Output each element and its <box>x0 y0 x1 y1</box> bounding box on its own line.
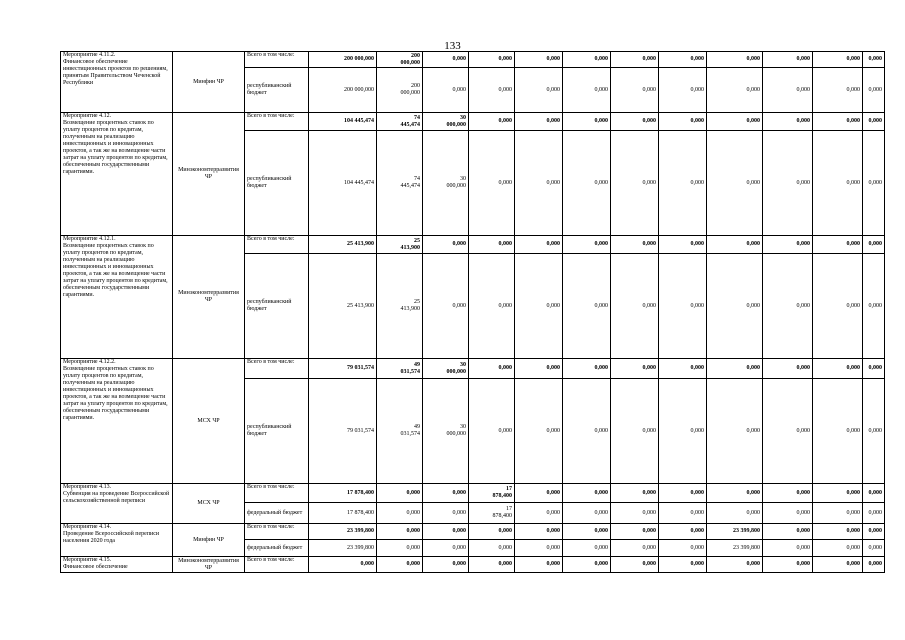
amount-cell: 0,000 <box>863 540 885 557</box>
amount-cell: 0,000 <box>423 236 469 254</box>
amount-cell: 0,000 <box>863 68 885 113</box>
amount-cell: 0,000 <box>707 484 763 503</box>
amount-cell: 23 399,800 <box>707 524 763 540</box>
amount-cell: 0,000 <box>423 68 469 113</box>
amount-cell: 0,000 <box>423 484 469 503</box>
table-row <box>61 484 885 503</box>
amount-cell: 0,000 <box>469 131 515 236</box>
amount-cell: 0,000 <box>377 557 423 573</box>
amount-cell: 23 399,800 <box>309 540 377 557</box>
amount-cell: 0,000 <box>813 503 863 524</box>
amount-cell: 0,000 <box>659 503 707 524</box>
budget-table <box>60 51 885 573</box>
amount-cell: 0,000 <box>377 540 423 557</box>
amount-cell: 0,000 <box>611 379 659 484</box>
amount-cell: 0,000 <box>659 236 707 254</box>
amount-cell: 0,000 <box>469 254 515 359</box>
amount-cell: 0,000 <box>763 68 813 113</box>
amount-cell: 200 000,000 <box>377 52 423 68</box>
amount-cell: 74 445,474 <box>377 113 423 131</box>
amount-cell: 0,000 <box>563 131 611 236</box>
amount-cell: 0,000 <box>813 359 863 379</box>
amount-cell: 0,000 <box>611 254 659 359</box>
funding-source-cell: республиканский бюджет <box>245 254 309 359</box>
executor-cell: Минэкономтерразвития ЧР <box>173 557 245 573</box>
funding-source-cell: республиканский бюджет <box>245 379 309 484</box>
amount-cell: 0,000 <box>707 131 763 236</box>
amount-cell: 0,000 <box>863 131 885 236</box>
amount-cell: 0,000 <box>611 113 659 131</box>
amount-cell: 0,000 <box>863 557 885 573</box>
amount-cell: 0,000 <box>515 503 563 524</box>
measure-name-cell: Мероприятие 4.14. Проведение Всероссийской переписи населения 2020 года <box>61 524 173 557</box>
table-row <box>61 524 885 540</box>
amount-cell: 0,000 <box>515 557 563 573</box>
table-row <box>61 113 885 131</box>
executor-cell: Минэкономтерразвития ЧР <box>173 113 245 236</box>
executor-cell: Минфин ЧР <box>173 524 245 557</box>
amount-cell: 25 413,900 <box>377 236 423 254</box>
table-row <box>61 236 885 254</box>
page-number: 133 <box>444 40 461 52</box>
amount-cell: 0,000 <box>611 52 659 68</box>
amount-cell: 0,000 <box>707 379 763 484</box>
amount-cell: 0,000 <box>813 236 863 254</box>
amount-cell: 0,000 <box>563 68 611 113</box>
amount-cell: 0,000 <box>469 236 515 254</box>
amount-cell: 0,000 <box>423 52 469 68</box>
amount-cell: 30 000,000 <box>423 379 469 484</box>
amount-cell: 0,000 <box>563 113 611 131</box>
amount-cell: 0,000 <box>863 113 885 131</box>
amount-cell: 0,000 <box>611 359 659 379</box>
executor-cell: Минфин ЧР <box>173 52 245 113</box>
amount-cell: 0,000 <box>813 131 863 236</box>
amount-cell: 104 445,474 <box>309 131 377 236</box>
amount-cell: 0,000 <box>813 52 863 68</box>
amount-cell: 25 413,900 <box>309 254 377 359</box>
amount-cell: 0,000 <box>423 503 469 524</box>
amount-cell: 0,000 <box>423 540 469 557</box>
amount-cell: 0,000 <box>763 557 813 573</box>
amount-cell: 0,000 <box>763 484 813 503</box>
amount-cell: 0,000 <box>563 524 611 540</box>
amount-cell: 0,000 <box>763 359 813 379</box>
amount-cell: 0,000 <box>423 254 469 359</box>
amount-cell: 0,000 <box>377 503 423 524</box>
amount-cell: 30 000,000 <box>423 131 469 236</box>
amount-cell: 17 878,400 <box>309 503 377 524</box>
table-row <box>61 359 885 379</box>
amount-cell: 0,000 <box>515 540 563 557</box>
amount-cell: 0,000 <box>611 557 659 573</box>
amount-cell: 0,000 <box>763 131 813 236</box>
funding-source-cell: Всего в том числе: <box>245 484 309 503</box>
amount-cell: 0,000 <box>763 254 813 359</box>
amount-cell: 0,000 <box>813 540 863 557</box>
amount-cell: 23 399,800 <box>309 524 377 540</box>
funding-source-cell: федеральный бюджет <box>245 503 309 524</box>
amount-cell: 0,000 <box>763 540 813 557</box>
funding-source-cell: республиканский бюджет <box>245 131 309 236</box>
amount-cell: 0,000 <box>659 131 707 236</box>
amount-cell: 0,000 <box>863 484 885 503</box>
amount-cell: 0,000 <box>863 236 885 254</box>
funding-source-cell: федеральный бюджет <box>245 540 309 557</box>
amount-cell: 0,000 <box>563 503 611 524</box>
amount-cell: 200 000,000 <box>309 52 377 68</box>
amount-cell: 0,000 <box>515 524 563 540</box>
amount-cell: 25 413,900 <box>309 236 377 254</box>
amount-cell: 0,000 <box>563 540 611 557</box>
measure-name-cell: Мероприятие 4.12.2. Возмещение процентных ставок по уплату процентов по кредитам, полученным на реализацию инвестиционных и инновационных проектов, а так же на возмещение части затрат на уплату процентов по кредитам, обеспеченным государственными гарантиями. <box>61 359 173 484</box>
amount-cell: 0,000 <box>563 557 611 573</box>
amount-cell: 0,000 <box>309 557 377 573</box>
amount-cell: 0,000 <box>813 113 863 131</box>
funding-source-cell: Всего в том числе: <box>245 113 309 131</box>
amount-cell: 0,000 <box>863 359 885 379</box>
amount-cell: 0,000 <box>863 379 885 484</box>
amount-cell: 0,000 <box>469 540 515 557</box>
executor-cell: МСХ ЧР <box>173 359 245 484</box>
amount-cell: 30 000,000 <box>423 113 469 131</box>
amount-cell: 200 000,000 <box>309 68 377 113</box>
amount-cell: 17 878,400 <box>469 503 515 524</box>
amount-cell: 0,000 <box>515 484 563 503</box>
amount-cell: 0,000 <box>515 68 563 113</box>
amount-cell: 0,000 <box>863 254 885 359</box>
amount-cell: 0,000 <box>611 503 659 524</box>
amount-cell: 17 878,400 <box>469 484 515 503</box>
amount-cell: 0,000 <box>469 68 515 113</box>
amount-cell: 0,000 <box>377 524 423 540</box>
amount-cell: 0,000 <box>563 359 611 379</box>
amount-cell: 74 445,474 <box>377 131 423 236</box>
measure-name-cell: Мероприятие 4.11.2. Финансовое обеспечение инвестиционных проектов по решениям, принятым Правительством Чеченской Республики <box>61 52 173 113</box>
funding-source-cell: Всего в том числе: <box>245 557 309 573</box>
amount-cell: 0,000 <box>659 524 707 540</box>
amount-cell: 0,000 <box>813 68 863 113</box>
amount-cell: 25 413,900 <box>377 254 423 359</box>
amount-cell: 0,000 <box>813 254 863 359</box>
amount-cell: 49 031,574 <box>377 359 423 379</box>
funding-source-cell: Всего в том числе: <box>245 359 309 379</box>
amount-cell: 0,000 <box>423 524 469 540</box>
amount-cell: 0,000 <box>659 557 707 573</box>
table-row <box>61 557 885 573</box>
amount-cell: 30 000,000 <box>423 359 469 379</box>
amount-cell: 0,000 <box>563 379 611 484</box>
amount-cell: 0,000 <box>659 540 707 557</box>
amount-cell: 0,000 <box>707 113 763 131</box>
amount-cell: 0,000 <box>515 379 563 484</box>
funding-source-cell: Всего в том числе: <box>245 236 309 254</box>
amount-cell: 0,000 <box>763 524 813 540</box>
amount-cell: 0,000 <box>423 557 469 573</box>
amount-cell: 23 399,800 <box>707 540 763 557</box>
amount-cell: 0,000 <box>707 503 763 524</box>
amount-cell: 0,000 <box>863 524 885 540</box>
amount-cell: 0,000 <box>469 379 515 484</box>
measure-name-cell: Мероприятие 4.12.1. Возмещение процентных ставок по уплату процентов по кредитам, полученным на реализацию инвестиционных и инновационных проектов, а так же на возмещение части затрат на уплату процентов по кредитам, обеспеченным государственными гарантиями. <box>61 236 173 359</box>
amount-cell: 0,000 <box>707 68 763 113</box>
amount-cell: 0,000 <box>469 524 515 540</box>
amount-cell: 0,000 <box>813 484 863 503</box>
amount-cell: 0,000 <box>611 540 659 557</box>
amount-cell: 0,000 <box>659 359 707 379</box>
amount-cell: 0,000 <box>813 524 863 540</box>
amount-cell: 0,000 <box>563 52 611 68</box>
amount-cell: 0,000 <box>515 113 563 131</box>
measure-name-cell: Мероприятие 4.15. Финансовое обеспечение <box>61 557 173 573</box>
amount-cell: 104 445,474 <box>309 113 377 131</box>
amount-cell: 0,000 <box>763 52 813 68</box>
amount-cell: 0,000 <box>763 503 813 524</box>
measure-name-cell: Мероприятие 4.12. Возмещение процентных ставок по уплату процентов по кредитам, полученным на реализацию инвестиционных и инновационных проектов, а так же на возмещение части затрат на уплату процентов по кредитам, обеспеченным государственными гарантиями. <box>61 113 173 236</box>
amount-cell: 0,000 <box>659 484 707 503</box>
amount-cell: 0,000 <box>863 503 885 524</box>
funding-source-cell: Всего в том числе: <box>245 52 309 68</box>
table-row <box>61 52 885 68</box>
executor-cell: МСХ ЧР <box>173 484 245 524</box>
amount-cell: 0,000 <box>659 379 707 484</box>
amount-cell: 49 031,574 <box>377 379 423 484</box>
amount-cell: 0,000 <box>515 131 563 236</box>
amount-cell: 0,000 <box>813 379 863 484</box>
amount-cell: 0,000 <box>563 484 611 503</box>
amount-cell: 0,000 <box>611 236 659 254</box>
amount-cell: 79 031,574 <box>309 359 377 379</box>
amount-cell: 0,000 <box>763 113 813 131</box>
amount-cell: 0,000 <box>469 359 515 379</box>
amount-cell: 0,000 <box>707 236 763 254</box>
amount-cell: 0,000 <box>469 557 515 573</box>
amount-cell: 0,000 <box>515 52 563 68</box>
amount-cell: 79 031,574 <box>309 379 377 484</box>
amount-cell: 0,000 <box>659 254 707 359</box>
amount-cell: 0,000 <box>515 236 563 254</box>
amount-cell: 0,000 <box>563 254 611 359</box>
measure-name-cell: Мероприятие 4.13. Субвенция на проведение Всероссийской сельскохозяйственной переписи <box>61 484 173 524</box>
amount-cell: 0,000 <box>659 52 707 68</box>
amount-cell: 0,000 <box>707 557 763 573</box>
amount-cell: 0,000 <box>515 359 563 379</box>
executor-cell: Минэкономтерразвития ЧР <box>173 236 245 359</box>
amount-cell: 0,000 <box>763 379 813 484</box>
amount-cell: 0,000 <box>611 131 659 236</box>
amount-cell: 0,000 <box>563 236 611 254</box>
amount-cell: 0,000 <box>863 52 885 68</box>
amount-cell: 200 000,000 <box>377 68 423 113</box>
amount-cell: 0,000 <box>813 557 863 573</box>
amount-cell: 0,000 <box>707 359 763 379</box>
amount-cell: 0,000 <box>707 52 763 68</box>
amount-cell: 0,000 <box>469 113 515 131</box>
amount-cell: 0,000 <box>377 484 423 503</box>
amount-cell: 0,000 <box>707 254 763 359</box>
amount-cell: 0,000 <box>611 68 659 113</box>
amount-cell: 0,000 <box>515 254 563 359</box>
amount-cell: 0,000 <box>611 484 659 503</box>
amount-cell: 0,000 <box>469 52 515 68</box>
amount-cell: 0,000 <box>659 68 707 113</box>
amount-cell: 17 878,400 <box>309 484 377 503</box>
amount-cell: 0,000 <box>763 236 813 254</box>
amount-cell: 0,000 <box>659 113 707 131</box>
funding-source-cell: республиканский бюджет <box>245 68 309 113</box>
funding-source-cell: Всего в том числе: <box>245 524 309 540</box>
amount-cell: 0,000 <box>611 524 659 540</box>
